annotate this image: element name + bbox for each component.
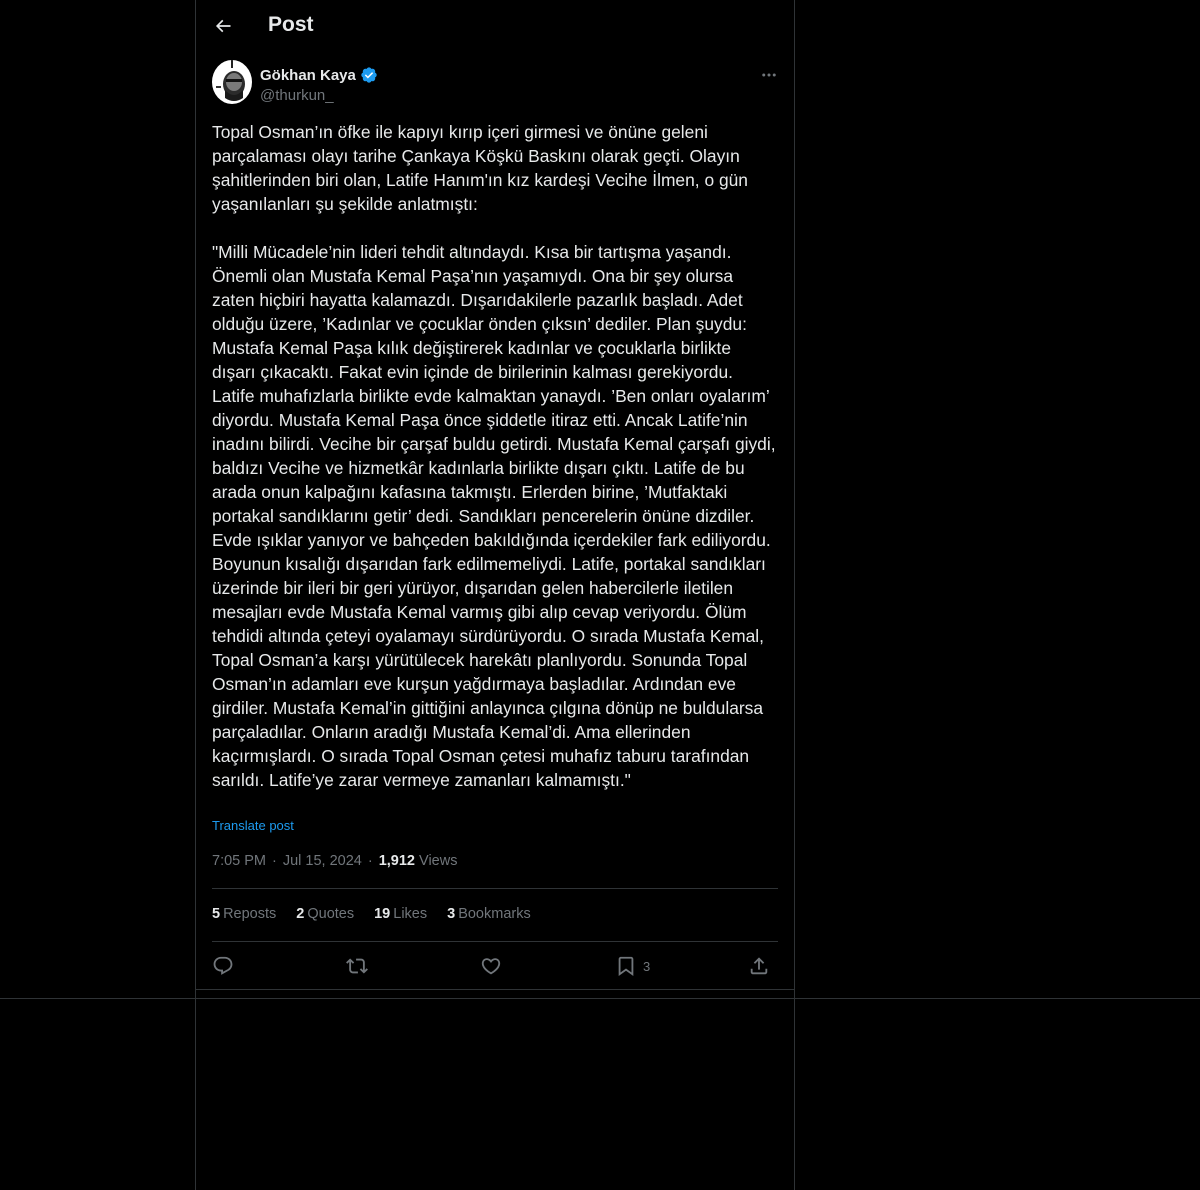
action-bar (212, 952, 778, 980)
engagement-stats (212, 906, 531, 922)
views-count: 1,912 (378, 853, 415, 869)
author-name-text: Gökhan Kaya (260, 66, 356, 84)
main-column (195, 0, 795, 1190)
more-icon (760, 66, 778, 84)
bookmarks-count: 3 (447, 906, 456, 922)
verified-badge-icon (360, 66, 378, 84)
views-label: Views (419, 853, 458, 869)
like-button[interactable] (480, 952, 502, 980)
bookmark-button[interactable] (615, 952, 650, 980)
bookmarks-label: Bookmarks (458, 906, 531, 922)
likes-label: Likes (393, 906, 428, 922)
reposts-count: 5 (212, 906, 221, 922)
stat-bookmarks[interactable] (447, 906, 531, 922)
divider (196, 989, 794, 990)
post-time[interactable]: 7:05 PM (212, 853, 266, 869)
back-arrow-icon (213, 16, 233, 36)
share-button[interactable] (748, 952, 770, 980)
stat-likes[interactable] (374, 906, 427, 922)
repost-icon (346, 955, 368, 977)
translate-post-link[interactable]: Translate post (212, 818, 294, 833)
post-date[interactable]: Jul 15, 2024 (282, 853, 362, 869)
quotes-label: Quotes (307, 906, 355, 922)
likes-count: 19 (374, 906, 391, 922)
bookmark-icon (615, 955, 637, 977)
header (196, 0, 794, 54)
more-button[interactable] (756, 64, 782, 86)
divider (212, 888, 778, 889)
repost-button[interactable] (346, 952, 368, 980)
bookmark-count: 3 (643, 958, 651, 974)
quotes-count: 2 (296, 906, 305, 922)
back-button[interactable] (206, 9, 240, 43)
post-text: Topal Osman’ın öfke ile kapıyı kırıp içeri girmesi ve önüne geleni parçalaması olayı tarihe Çankaya Köşkü Baskını olarak geçti. Olayın şahitlerinden biri olan, Latife Hanım'ın kız kardeşi Vecihe İlmen, o gün yaşanılanları şu şekilde anlatmıştı: "Milli Mücadele’nin lideri tehdit altındaydı. Kısa bir tartışma yaşandı. Önemli olan Mustafa Kemal Paşa’nın yaşamıydı. Ona bir şey olursa zaten hiçbiri hayatta kalamazdı. Dışarıdakilerle pazarlık başladı. Adet olduğu üzere, ’Kadınlar ve çocuklar önden çıksın’ dediler. Plan şuydu: Mustafa Kemal Paşa kılık değiştirerek kadınlar ve çocuklarla birlikte dışarı çıkacaktı. Fakat evin içinde de birilerinin kalması gerekiyordu. Latife muhafızlarla birlikte evde kalmaktan yanaydı. ’Ben onları oyalarım’ diyordu. Mustafa Kemal Paşa önce şiddetle itiraz etti. Ancak Latife’nin inadını bilirdi. Vecihe bir çarşaf buldu getirdi. Mustafa Kemal çarşafı giydi, baldızı Vecihe ve hizmetkâr kadınlarla birlikte dışarı çıktı. Latife de bu arada onun kalpağını kafasına takmıştı. Erlerden birine, ’Mutfaktaki portakal sandıklarını getir’ dedi. Sandıkları pencerelerin önüne dizdiler. Evde ışıklar yanıyor ve bahçeden bakıldığında içerdekiler fark ediliyordu. Boyunun kısalığı dışarıdan fark edilmemeliydi. Latife, portakal sandıkları üzerinde bir ileri bir geri yürüyor, dışarıdan gelen habercilerle iletilen mesajları evde Mustafa Kemal varmış gibi alıp cevap veriyordu. Ölüm tehdidi altında çeteyi oyalamayı sürdürüyordu. O sırada Mustafa Kemal, Topal Osman’a karşı yürütülecek harekâtı planlıyordu. Sonunda Topal Osman’ın adamları eve kurşun yağdırmaya başladılar. Ardından eve girdiler. Mustafa Kemal’in gittiğini anlayınca çılgına dönüp ne buldularsa parçaladılar. Onların aradığı Mustafa Kemal’di. Ama ellerinden kaçırmışlardı. O sırada Topal Osman çetesi muhafız taburu tarafından sarıldı. Latife’ye zarar vermeye zamanları kalmamıştı." (212, 122, 776, 790)
post-meta (212, 853, 457, 869)
divider (212, 941, 778, 942)
meta-separator: · (367, 853, 373, 869)
stat-quotes[interactable] (296, 906, 354, 922)
reposts-label: Reposts (223, 906, 277, 922)
share-icon (748, 955, 770, 977)
like-icon (480, 955, 502, 977)
page-title: Post (268, 13, 314, 36)
reply-button[interactable] (212, 952, 234, 980)
meta-separator: · (272, 853, 277, 869)
views (379, 853, 458, 869)
stat-reposts[interactable] (212, 906, 276, 922)
avatar[interactable] (212, 60, 252, 104)
reply-icon (212, 955, 234, 977)
author-handle[interactable]: @thurkun_ (260, 87, 334, 104)
author-name[interactable] (260, 66, 378, 84)
divider (0, 998, 1200, 999)
